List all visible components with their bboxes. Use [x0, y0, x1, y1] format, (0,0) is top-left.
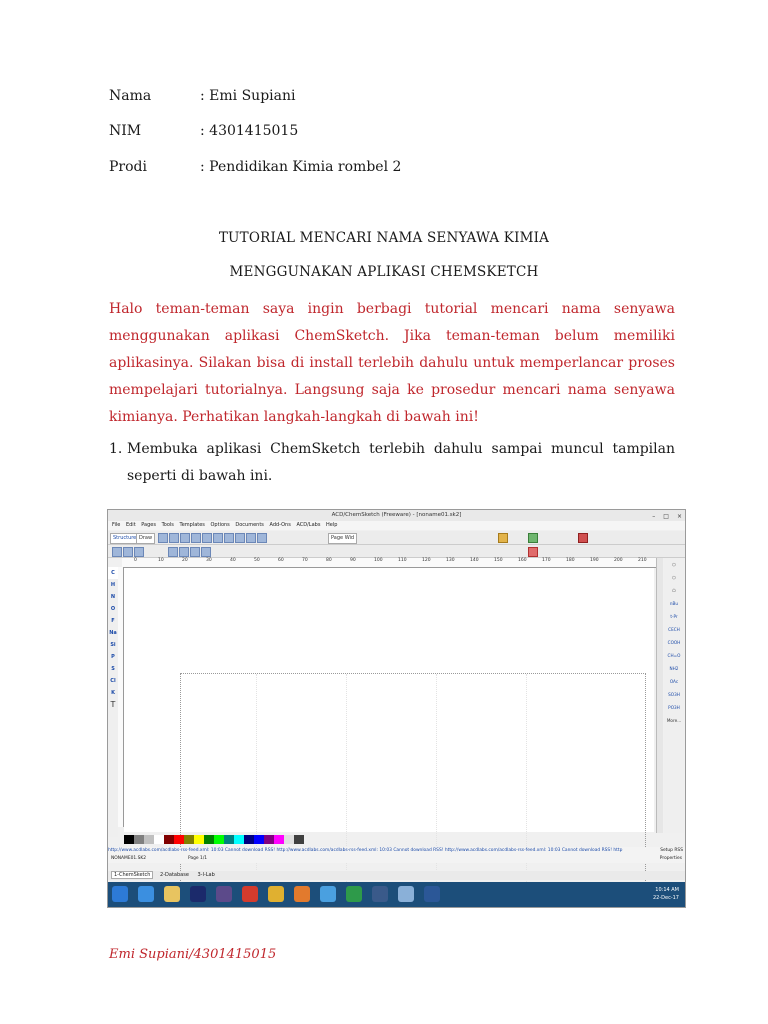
color-swatch[interactable] [234, 835, 244, 844]
open-icon[interactable] [169, 533, 179, 543]
ring-icon[interactable] [201, 547, 211, 557]
atom-f[interactable]: F [111, 618, 115, 624]
radical-so3h[interactable]: SO3H [668, 692, 680, 697]
radical-po3h[interactable]: PO3H [668, 705, 680, 710]
clock-date: 22-Dec-17 [652, 895, 679, 901]
status-bar [108, 855, 685, 863]
color-swatch[interactable] [284, 835, 294, 844]
radical-tpr[interactable]: t-Pr [670, 614, 678, 619]
word-icon[interactable] [424, 886, 440, 902]
window-title [108, 510, 685, 521]
chemsketch-screenshot [107, 509, 686, 908]
vertical-scrollbar[interactable] [656, 558, 663, 833]
ruler-tick: 190 [590, 558, 599, 563]
atom-si[interactable]: Si [110, 642, 116, 648]
atom-s[interactable]: S [111, 666, 115, 672]
color-swatch[interactable] [214, 835, 224, 844]
secondary-toolbar [108, 545, 685, 558]
menu-edit[interactable]: Edit [125, 522, 136, 528]
chrome-icon[interactable] [268, 886, 284, 902]
clock[interactable] [653, 886, 679, 902]
atom-na[interactable]: Na [109, 630, 117, 636]
ruler-tick: 160 [518, 558, 527, 563]
explorer-icon[interactable] [164, 886, 180, 902]
menu-templates[interactable]: Templates [179, 522, 205, 528]
rss-status-text: http://www.acdlabs.com/acdlabs-rss-feed.xml: 10:03 Cannot download RSS! http://www.acdlabs.com/acdlabs-rss-feed.xml: 10:03 Cannot download RSS! http://www.acdlabs.com/acdlabs-rss-feed.xml: 10:03 Cannot download RSS! http [108, 848, 623, 853]
color-swatch[interactable] [254, 835, 264, 844]
nim-label: NIM [109, 123, 142, 139]
step-text: Membuka aplikasi ChemSketch terlebih dahulu sampai muncul tampilan seperti di bawah ini. [127, 441, 675, 484]
color-swatch[interactable] [144, 835, 154, 844]
ruler-tick: 170 [542, 558, 551, 563]
nama-label: Nama [109, 88, 152, 104]
atom-cl[interactable]: Cl [110, 678, 116, 684]
cyclohexane-icon[interactable]: ⬡ [672, 575, 676, 580]
ruler-tick: 70 [302, 558, 308, 563]
save-icon[interactable] [180, 533, 190, 543]
photoshop-icon[interactable] [190, 886, 206, 902]
zoom-icon[interactable] [257, 533, 267, 543]
nama-value: : Emi Supiani [200, 88, 296, 104]
radical-cech[interactable]: CECH [668, 627, 680, 632]
rss-status-line [108, 847, 685, 855]
ruler-tick: 90 [350, 558, 356, 563]
select-icon[interactable] [112, 547, 122, 557]
color-swatch[interactable] [244, 835, 254, 844]
3d-icon[interactable] [528, 547, 538, 557]
prodi-label: Prodi [109, 159, 147, 175]
app-icon[interactable] [372, 886, 388, 902]
undo-icon[interactable] [235, 533, 245, 543]
radicals-toolbar [664, 558, 684, 833]
cut-icon[interactable] [202, 533, 212, 543]
ruler-tick: 60 [278, 558, 284, 563]
radical-nh2[interactable]: NH2 [669, 666, 679, 671]
ruler-tick: 120 [422, 558, 431, 563]
ruler-tick: 40 [230, 558, 236, 563]
intro-paragraph: Halo teman-teman saya ingin berbagi tutorial mencari nama senyawa menggunakan aplikasi ChemSketch. Jika teman-teman belum memiliki aplikasinya. Silakan bisa di install terlebih dahulu untuk memperlancar proses mempelajari tutorialnya. Langsung saja ke prosedur mencari nama senyawa kimianya. Perhatikan langkah-langkah di bawah ini! [109, 301, 675, 425]
color-swatch[interactable] [174, 835, 184, 844]
ruler-tick: 140 [470, 558, 479, 563]
atom-p[interactable]: P [111, 654, 115, 660]
color-palette [124, 835, 304, 844]
ruler-tick: 210 [638, 558, 647, 563]
generate-name-icon[interactable] [498, 533, 508, 543]
opera-icon[interactable] [242, 886, 258, 902]
ruler-tick: 180 [566, 558, 575, 563]
text-tool[interactable]: T [110, 700, 116, 709]
setup-rss-link[interactable]: Setup RSS [660, 848, 683, 853]
app-icon[interactable] [346, 886, 362, 902]
color-swatch[interactable] [224, 835, 234, 844]
ruler-tick: 20 [182, 558, 188, 563]
minimize-icon[interactable]: – [652, 513, 656, 520]
bottom-tabs [108, 871, 685, 880]
paste-icon[interactable] [224, 533, 234, 543]
atom-n[interactable]: N [110, 594, 116, 600]
menu-tools[interactable]: Tools [161, 522, 174, 528]
color-swatch[interactable] [124, 835, 134, 844]
properties-button[interactable]: Properties [659, 856, 682, 861]
window-title-text: ACD/ChemSketch (Freeware) - [noname01.sk2] [331, 512, 462, 518]
step-1 [109, 436, 675, 490]
zoom-select[interactable]: Page Wid [328, 533, 357, 544]
ruler-tick: 0 [134, 558, 137, 563]
new-icon[interactable] [158, 533, 168, 543]
radical-nbu[interactable]: nBu [669, 601, 679, 606]
color-swatch[interactable] [154, 835, 164, 844]
page-info: Page 1/1 [188, 856, 208, 861]
rs-icon[interactable] [578, 533, 588, 543]
atom-o[interactable]: O [110, 606, 116, 612]
menu-help[interactable]: Help [326, 522, 338, 528]
hexagon-icon[interactable]: ⬡ [672, 562, 676, 567]
prodi-value: : Pendidikan Kimia rombel 2 [200, 159, 402, 175]
more-button[interactable]: More... [666, 718, 682, 723]
pentagon-icon[interactable]: ⬠ [672, 588, 676, 593]
lasso-icon[interactable] [123, 547, 133, 557]
horizontal-ruler [122, 558, 657, 568]
checker-icon[interactable] [528, 533, 538, 543]
copy-icon[interactable] [213, 533, 223, 543]
color-swatch[interactable] [184, 835, 194, 844]
menu-options[interactable]: Options [210, 522, 230, 528]
menu-file[interactable]: File [112, 522, 121, 528]
footer: Emi Supiani/4301415015 [109, 947, 277, 962]
radical-oac[interactable]: OAc [669, 679, 679, 684]
app-icon[interactable] [320, 886, 336, 902]
chemsketch-icon[interactable] [398, 886, 414, 902]
ruler-tick: 30 [206, 558, 212, 563]
ruler-tick: 110 [398, 558, 407, 563]
atom-h[interactable]: H [110, 582, 116, 588]
color-swatch[interactable] [134, 835, 144, 844]
title-line1: TUTORIAL MENCARI NAMA SENYAWA KIMIA [218, 230, 550, 246]
close-icon[interactable]: × [676, 513, 682, 520]
tab-structure[interactable]: Structure [110, 533, 139, 544]
ruler-tick: 200 [614, 558, 623, 563]
radical-cho[interactable]: CH=O [667, 653, 681, 658]
ruler-tick: 80 [326, 558, 332, 563]
color-swatch[interactable] [164, 835, 174, 844]
radical-cooh[interactable]: COOH [667, 640, 681, 645]
media-icon[interactable] [216, 886, 232, 902]
menu-documents[interactable]: Documents [235, 522, 264, 528]
atom-toolbar [108, 567, 118, 837]
ruler-tick: 130 [446, 558, 455, 563]
color-swatch[interactable] [264, 835, 274, 844]
menu-acdlabs[interactable]: ACD/Labs [296, 522, 321, 528]
ie-icon[interactable] [138, 886, 154, 902]
start-icon[interactable] [112, 886, 128, 902]
step-number: 1. [109, 441, 123, 457]
tab-chemsketch[interactable]: 1-ChemSketch [111, 871, 153, 879]
color-swatch[interactable] [204, 835, 214, 844]
chain-icon[interactable] [179, 547, 189, 557]
menu-bar [108, 521, 685, 530]
color-swatch[interactable] [194, 835, 204, 844]
color-swatch[interactable] [294, 835, 304, 844]
drawing-canvas[interactable] [124, 568, 654, 832]
ruler-tick: 150 [494, 558, 503, 563]
clock-time: 10:14 AM [655, 887, 679, 893]
color-swatch[interactable] [274, 835, 284, 844]
menu-addons[interactable]: Add-Ons [269, 522, 291, 528]
menu-pages[interactable]: Pages [141, 522, 156, 528]
atom-k[interactable]: K [111, 690, 115, 696]
ruler-tick: 50 [254, 558, 260, 563]
ruler-tick: 100 [374, 558, 383, 563]
title-line2: MENGGUNAKAN APLIKASI CHEMSKETCH [229, 264, 539, 280]
tab-ilab[interactable]: 3-I-Lab [197, 872, 215, 878]
tab-draw[interactable]: Draw [136, 533, 155, 544]
print-icon[interactable] [191, 533, 201, 543]
firefox-icon[interactable] [294, 886, 310, 902]
maximize-icon[interactable]: □ [663, 513, 669, 520]
ruler-tick: 10 [158, 558, 164, 563]
main-toolbar [108, 531, 685, 545]
arrow-icon[interactable] [190, 547, 200, 557]
redo-icon[interactable] [246, 533, 256, 543]
windows-taskbar [108, 882, 685, 907]
nim-value: : 4301415015 [200, 123, 299, 139]
tab-database[interactable]: 2-Database [160, 872, 189, 878]
eraser-icon[interactable] [134, 547, 144, 557]
atom-c[interactable]: C [108, 567, 118, 579]
bond-icon[interactable] [168, 547, 178, 557]
file-name: NONAME01.SK2 [111, 856, 147, 861]
